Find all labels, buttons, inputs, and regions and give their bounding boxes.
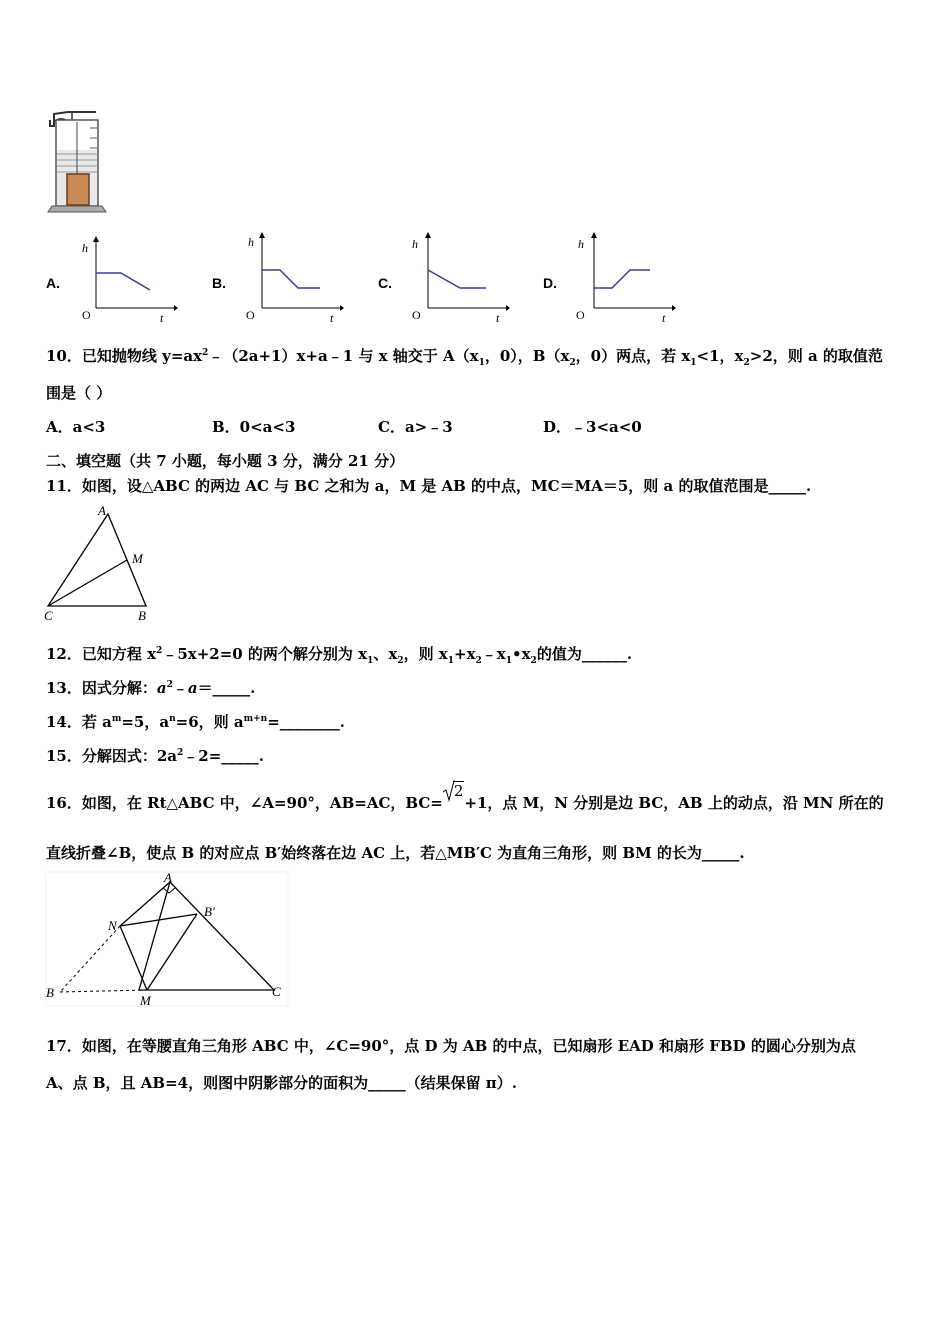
label-b: B [138, 608, 146, 623]
q10-line2: 围是（ ） [46, 384, 112, 402]
q15-text: 15．分解因式：$2a^2﹣2=\_\_\_\_\_$. [46, 747, 265, 765]
q17-line1: 17．如图，在等腰直角三角形 ABC 中，∠C=90°，点 D 为 AB 的中点，已知扇形 EAD 和扇形 FBD 的圆心分别为点 [46, 1037, 856, 1055]
option-b-label: B. [212, 275, 226, 291]
axis-t: t [330, 311, 334, 325]
label-m: M [140, 993, 151, 1008]
axis-h: h [248, 235, 254, 249]
graph-a [78, 236, 178, 326]
graph-d [576, 232, 676, 326]
q10-option-a: A．a<3 [46, 418, 106, 436]
label-a: A [164, 870, 172, 885]
q11-triangle-figure [42, 502, 154, 626]
q10-option-c: C．a>﹣3 [378, 418, 453, 436]
graph-b [244, 232, 344, 326]
label-m: M [132, 551, 143, 566]
q16-line2: 直线折叠∠B，使点 B 的对应点 B′始终落在边 AC 上，若△MB′C 为直角三角形，则 BM 的长为_____. [46, 844, 745, 862]
q10-line1: 10．已知抛物线 $y=ax^2﹣(2a+1)x+a﹣1$ 与 x 轴交于 $A(x_1$，0），$B(x_2$，0）两点，若 $x_1<1$，$x_2>2$，则 a 的取值范 [46, 347, 883, 368]
axis-h: h [578, 237, 584, 251]
q12-text: 12．已知方程 $x^2﹣5x+2=0$ 的两个解分别为 $x_1$、$x_2$，则 $x_1+x_2﹣x_1•x_2$的值为______. [46, 645, 633, 666]
label-b-prime: B′ [204, 904, 215, 919]
q16-line1: 16．如图，在 Rt△ABC 中，∠A=90°，AB=AC，BC= 2+1，点 M，N 分别是边 BC，AB 上的动点，沿 MN 所在的 [46, 782, 884, 812]
graph-c [410, 232, 510, 326]
q11-text: 11．如图，设△ABC 的两边 AC 与 BC 之和为 a，M 是 AB 的中点，MC＝MA＝5，则 a 的取值范围是_____. [46, 477, 812, 495]
label-c: C [272, 984, 281, 999]
label-b: B [46, 985, 54, 1000]
q10-option-d: D．﹣3<a<0 [543, 418, 642, 436]
origin: O [246, 308, 255, 322]
q13-text: 13．因式分解：$a^2﹣a=\_\_\_\_\_$. [46, 679, 256, 697]
axis-t: t [662, 311, 666, 325]
q16-triangle-figure [42, 868, 292, 1010]
axis-t: t [160, 311, 164, 325]
axis-h: h [82, 241, 88, 255]
label-c: C [44, 608, 53, 623]
q14-text: 14．若 $a^m=5$，$a^n=6$，则 $a^{m+n}=\_\_\_\_\_\_\_\_$. [46, 713, 345, 731]
q17-line2: A、点 B，且 AB=4，则图中阴影部分的面积为_____（结果保留 π）. [46, 1074, 518, 1092]
q10-option-b: B．0<a<3 [212, 418, 296, 436]
option-d-label: D. [543, 275, 557, 291]
origin: O [82, 308, 91, 322]
beaker-figure [44, 108, 114, 216]
section-heading: 二、填空题（共 7 小题，每小题 3 分，满分 21 分） [46, 452, 405, 470]
origin: O [576, 308, 585, 322]
option-c-label: C. [378, 275, 392, 291]
label-n: N [108, 918, 117, 933]
axis-t: t [496, 311, 500, 325]
label-a: A [98, 503, 106, 518]
axis-h: h [412, 237, 418, 251]
sqrt-sign-icon [443, 780, 455, 802]
origin: O [412, 308, 421, 322]
option-a-label: A. [46, 275, 60, 291]
